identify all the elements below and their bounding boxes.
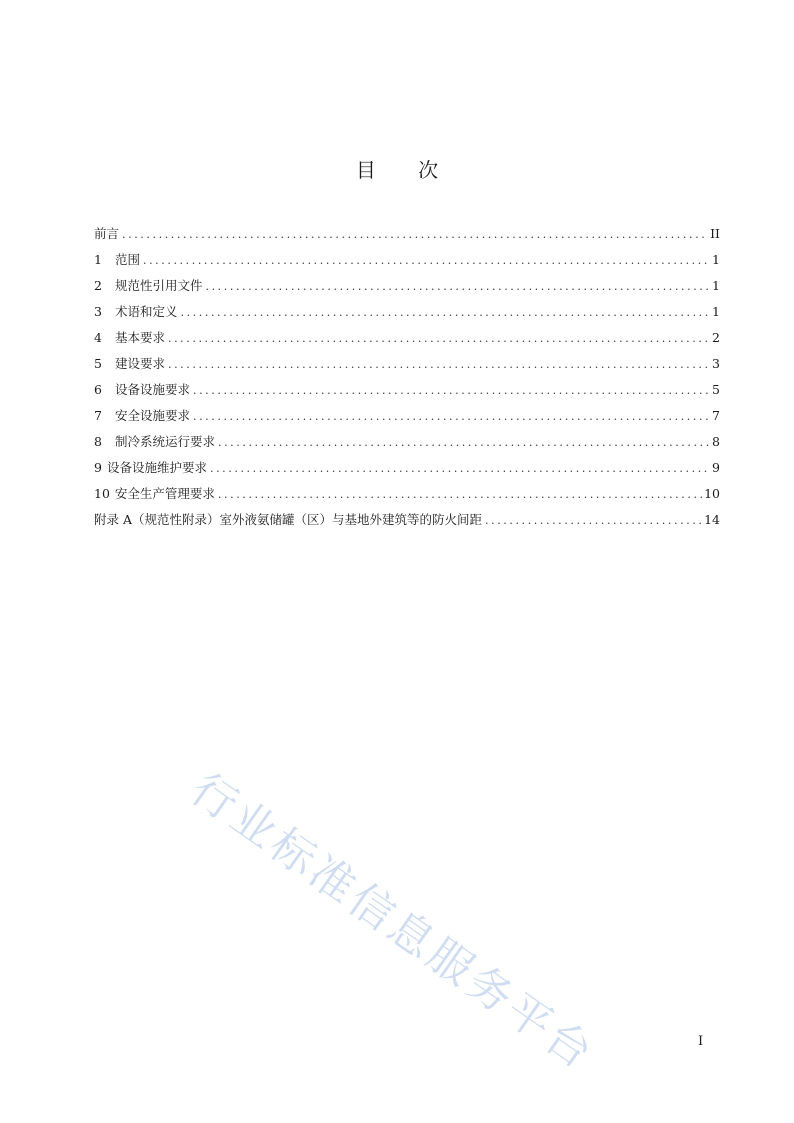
toc-entry-1[interactable] [94, 250, 720, 276]
toc-entry-label: 范围 [114, 252, 140, 267]
toc-entry-number: 9 [94, 460, 102, 475]
toc-entry-label: 制冷系统运行要求 [114, 434, 215, 449]
toc-entry-number: 6 [94, 382, 102, 397]
toc-entry-label: 前言 [94, 226, 120, 241]
toc-entry-number: 3 [94, 304, 102, 319]
toc-entry-number: 4 [94, 330, 102, 345]
toc-dot-leader [218, 433, 710, 453]
toc-entry-8[interactable] [94, 432, 720, 458]
toc-entry-number: 5 [94, 356, 102, 371]
toc-entry-page: 9 [712, 460, 720, 475]
toc-entry-number: 7 [94, 408, 102, 423]
toc-entry-number: 10 [94, 486, 110, 501]
toc-dot-leader [180, 303, 710, 323]
toc-entry-label: 附录 A（规范性附录）室外液氨储罐（区）与基地外建筑等的防火间距 [94, 512, 483, 527]
toc-entry-label: 术语和定义 [114, 304, 178, 319]
toc-entry-label: 设备设施要求 [114, 382, 190, 397]
toc-entry-number: 8 [94, 434, 102, 449]
toc-entry-4[interactable] [94, 328, 720, 354]
toc-entry-page: II [710, 226, 720, 241]
toc-entry-2[interactable] [94, 276, 720, 302]
toc-entry-label: 设备设施维护要求 [106, 460, 207, 475]
toc-entry-page: 1 [712, 278, 720, 293]
toc-dot-leader [122, 225, 708, 245]
toc-dot-leader [485, 511, 702, 531]
toc-entry-label: 规范性引用文件 [114, 278, 203, 293]
toc-entry-page: 14 [704, 512, 720, 527]
toc-entry-page: 1 [712, 252, 720, 267]
table-of-contents [94, 224, 720, 536]
toc-entry-label: 安全设施要求 [114, 408, 190, 423]
toc-dot-leader [218, 485, 702, 505]
toc-entry-appendix-a[interactable] [94, 510, 720, 536]
toc-entry-label: 基本要求 [114, 330, 165, 345]
watermark: 行业标准信息服务平台 [181, 763, 605, 1081]
toc-entry-10[interactable] [94, 484, 720, 510]
toc-entry-3[interactable] [94, 302, 720, 328]
toc-entry-number: 1 [94, 252, 102, 267]
toc-entry-number: 2 [94, 278, 102, 293]
toc-entry-page: 7 [712, 408, 720, 423]
toc-dot-leader [210, 459, 710, 479]
toc-entry-foreword[interactable] [94, 224, 720, 250]
toc-dot-leader [168, 355, 710, 375]
toc-dot-leader [193, 407, 710, 427]
toc-dot-leader [143, 251, 710, 271]
toc-entry-page: 5 [712, 382, 720, 397]
toc-dot-leader [193, 381, 710, 401]
toc-entry-page: 2 [712, 330, 720, 345]
toc-entry-5[interactable] [94, 354, 720, 380]
toc-entry-6[interactable] [94, 380, 720, 406]
toc-entry-label: 建设要求 [114, 356, 165, 371]
page-title: 目 次 [355, 158, 457, 182]
toc-entry-7[interactable] [94, 406, 720, 432]
page-number: I [698, 1034, 704, 1049]
toc-dot-leader [205, 277, 710, 297]
toc-entry-page: 3 [712, 356, 720, 371]
toc-entry-9[interactable] [94, 458, 720, 484]
toc-entry-page: 10 [704, 486, 720, 501]
toc-dot-leader [168, 329, 710, 349]
toc-entry-page: 8 [712, 434, 720, 449]
toc-entry-label: 安全生产管理要求 [114, 486, 215, 501]
toc-entry-page: 1 [712, 304, 720, 319]
